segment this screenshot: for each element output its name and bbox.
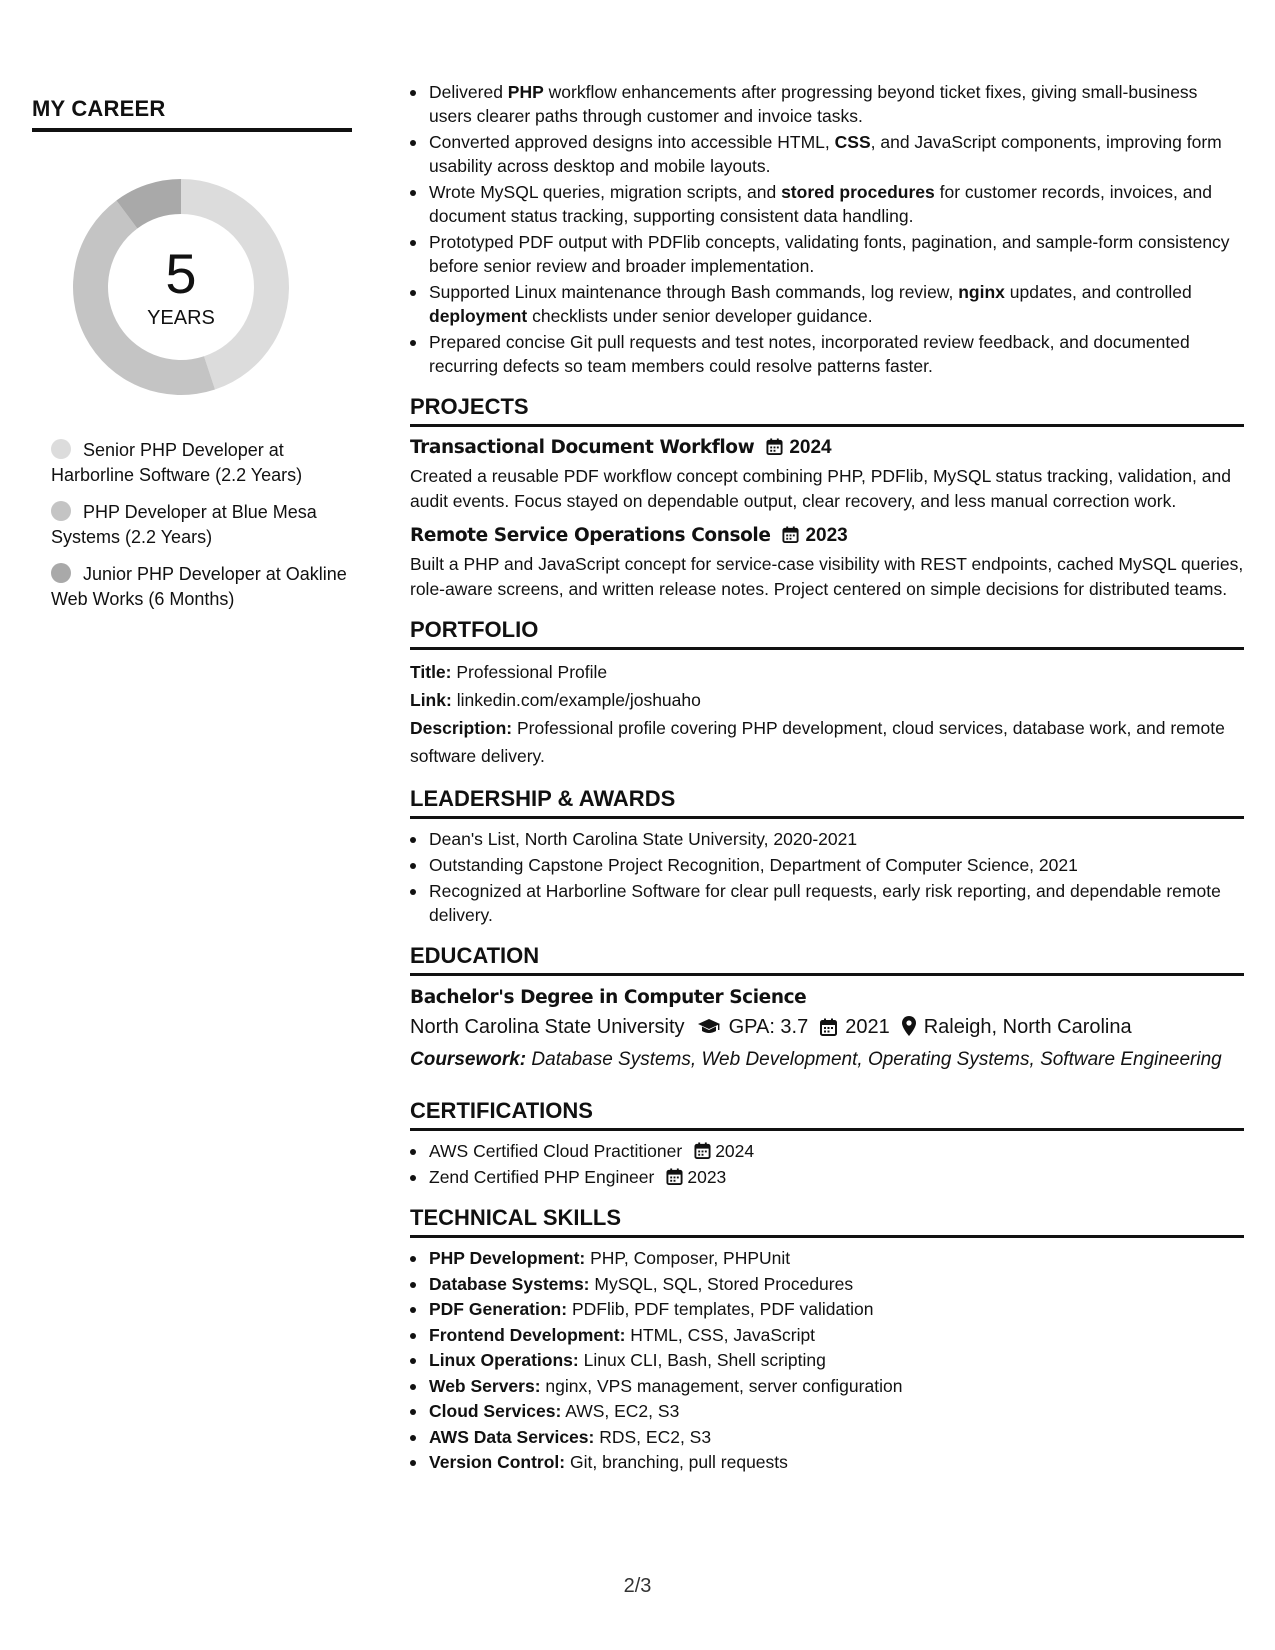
education-gpa: GPA: 3.7 xyxy=(728,1016,809,1038)
skill-item: Version Control: Git, branching, pull requests xyxy=(410,1450,1244,1476)
calendar-icon xyxy=(694,1142,711,1159)
education-school: North Carolina State University xyxy=(410,1016,685,1038)
calendar-icon xyxy=(766,438,783,455)
project-year: 2023 xyxy=(805,525,848,546)
experience-bullet: Delivered PHP workflow enhancements after progressing beyond ticket fixes, giving small-business users clearer paths through customer and invoice tasks. xyxy=(410,80,1244,128)
legend-dot xyxy=(51,501,71,521)
project-description: Created a reusable PDF workflow concept combining PHP, PDFlib, MySQL status tracking, validation, and audit events. Focus stayed on dependable output, clear recovery, and less manual correction work. xyxy=(410,466,1231,511)
career-legend xyxy=(32,438,352,612)
career-donut-chart xyxy=(66,172,296,402)
total-years-value: 5 xyxy=(165,242,197,305)
project-item xyxy=(410,523,1244,601)
project-name: Remote Service Operations Console xyxy=(410,525,771,546)
project-year: 2024 xyxy=(789,437,832,458)
portfolio-description-row: Description: Professional profile covering PHP development, cloud services, database work, and remote software delivery. xyxy=(410,718,1225,766)
calendar-icon xyxy=(820,1015,837,1045)
portfolio-title-row: Title: Professional Profile xyxy=(410,662,608,682)
education-heading: EDUCATION xyxy=(410,943,1244,976)
legend-item xyxy=(51,500,352,550)
portfolio-link-row: Link: linkedin.com/example/joshuaho xyxy=(410,690,701,710)
skill-item: Database Systems: MySQL, SQL, Stored Procedures xyxy=(410,1272,1244,1298)
graduation-cap-icon xyxy=(697,1015,721,1045)
experience-bullet: Supported Linux maintenance through Bash commands, log review, nginx updates, and controlled deployment checklists under senior developer guidance. xyxy=(410,280,1244,328)
career-title: MY CAREER xyxy=(32,96,352,132)
education-degree: Bachelor's Degree in Computer Science xyxy=(410,987,807,1008)
certification-item: Zend Certified PHP Engineer 2023 xyxy=(410,1165,1244,1189)
skill-item: Cloud Services: AWS, EC2, S3 xyxy=(410,1399,1244,1425)
leadership-item: Recognized at Harborline Software for clear pull requests, early risk reporting, and dependable remote delivery. xyxy=(410,879,1244,927)
project-header xyxy=(410,435,1244,461)
career-sidebar xyxy=(32,96,352,624)
legend-dot xyxy=(51,439,71,459)
skill-item: AWS Data Services: RDS, EC2, S3 xyxy=(410,1425,1244,1451)
skill-item: PDF Generation: PDFlib, PDF templates, PDF validation xyxy=(410,1297,1244,1323)
experience-bullet: Prototyped PDF output with PDFlib concepts, validating fonts, pagination, and sample-form consistency before senior review and broader implementation. xyxy=(410,230,1244,278)
skill-item: PHP Development: PHP, Composer, PHPUnit xyxy=(410,1246,1244,1272)
legend-item xyxy=(51,438,352,488)
page-number: 2/3 xyxy=(623,1575,652,1597)
leadership-list xyxy=(410,827,1244,927)
education-details xyxy=(410,1012,1244,1045)
experience-bullets xyxy=(410,80,1244,378)
skill-item: Web Servers: nginx, VPS management, server configuration xyxy=(410,1374,1244,1400)
calendar-icon xyxy=(782,526,799,543)
legend-label: PHP Developer at Blue Mesa Systems (2.2 Years) xyxy=(51,502,317,547)
experience-bullet: Converted approved designs into accessible HTML, CSS, and JavaScript components, improving form usability across desktop and mobile layouts. xyxy=(410,130,1244,178)
project-name: Transactional Document Workflow xyxy=(410,437,755,458)
total-years-unit: YEARS xyxy=(147,307,215,329)
certifications-list xyxy=(410,1139,1244,1189)
education-year: 2021 xyxy=(845,1016,890,1038)
leadership-heading: LEADERSHIP & AWARDS xyxy=(410,786,1244,819)
main-content xyxy=(410,80,1244,1476)
experience-bullet: Wrote MySQL queries, migration scripts, and stored procedures for customer records, invoices, and document status tracking, supporting consistent data handling. xyxy=(410,180,1244,228)
leadership-item: Outstanding Capstone Project Recognition, Department of Computer Science, 2021 xyxy=(410,853,1244,877)
legend-dot xyxy=(51,563,71,583)
project-description: Built a PHP and JavaScript concept for service-case visibility with REST endpoints, cached MySQL queries, role-aware screens, and written release notes. Project centered on simple decisions for distributed teams. xyxy=(410,554,1244,599)
experience-bullet: Prepared concise Git pull requests and test notes, incorporated review feedback, and documented recurring defects so team members could resolve patterns faster. xyxy=(410,330,1244,378)
projects-heading: PROJECTS xyxy=(410,394,1244,427)
certifications-heading: CERTIFICATIONS xyxy=(410,1098,1244,1131)
certification-item: AWS Certified Cloud Practitioner 2024 xyxy=(410,1139,1244,1163)
education-coursework: Coursework: Database Systems, Web Development, Operating Systems, Software Engineering xyxy=(410,1049,1222,1070)
project-header xyxy=(410,523,1244,549)
legend-label: Junior PHP Developer at Oakline Web Works (6 Months) xyxy=(51,564,347,609)
education-location: Raleigh, North Carolina xyxy=(923,1016,1132,1038)
project-item xyxy=(410,435,1244,513)
portfolio-heading: PORTFOLIO xyxy=(410,617,1244,650)
skill-item: Linux Operations: Linux CLI, Bash, Shell scripting xyxy=(410,1348,1244,1374)
skills-heading: TECHNICAL SKILLS xyxy=(410,1205,1244,1238)
legend-label: Senior PHP Developer at Harborline Software (2.2 Years) xyxy=(51,440,303,485)
donut-center xyxy=(66,172,296,402)
calendar-icon xyxy=(666,1168,683,1185)
map-pin-icon xyxy=(902,1015,916,1045)
skills-list xyxy=(410,1246,1244,1476)
legend-item xyxy=(51,562,352,612)
leadership-item: Dean's List, North Carolina State University, 2020-2021 xyxy=(410,827,1244,851)
skill-item: Frontend Development: HTML, CSS, JavaScript xyxy=(410,1323,1244,1349)
portfolio-link[interactable]: linkedin.com/example/joshuaho xyxy=(456,690,701,710)
